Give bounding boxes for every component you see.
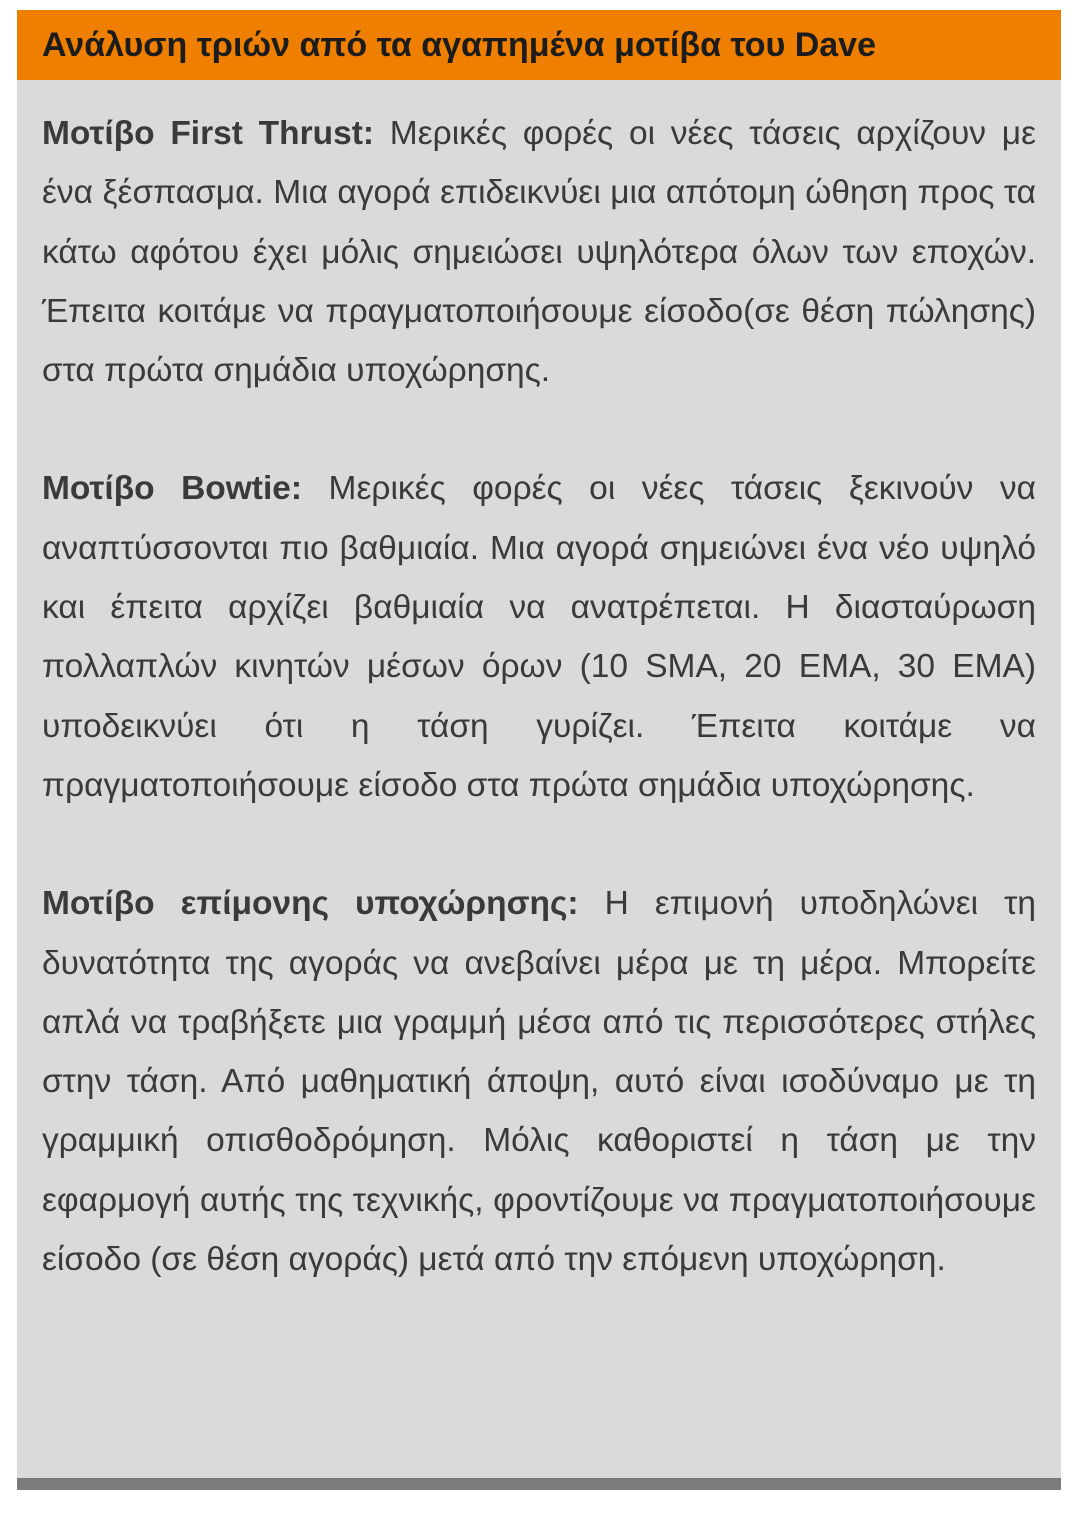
- section-first-thrust-lead: Μοτίβο First Thrust:: [42, 115, 375, 152]
- section-bowtie: [42, 459, 1036, 815]
- box-content: [17, 80, 1061, 1289]
- section-persistent-pullback-text: Η επιμονή υποδηλώνει τη δυνατότητα της αγοράς να ανεβαίνει μέρα με τη μέρα. Μπορείτε απλά να τραβήξετε μια γραμμή μέσα από τις περισσότερες στήλες στην τάση. Από μαθηματική άποψη, αυτό είναι ισοδύναμο με τη γραμμική οπισθοδρόμηση. Μόλις καθοριστεί η τάση με την εφαρμογή αυτής της τεχνικής, φροντίζουμε να πραγματοποιήσουμε είσοδο (σε θέση αγοράς) μετά από την επόμενη υποχώρηση.: [42, 885, 1036, 1279]
- box-header: [17, 10, 1061, 80]
- section-bowtie-text: Μερικές φορές οι νέες τάσεις ξεκινούν να αναπτύσσονται πιο βαθμιαία. Μια αγορά σημειώνει ένα νέο υψηλό και έπειτα αρχίζει βαθμιαία να ανατρέπεται. Η διασταύρωση πολλαπλών κινητών μέσων όρων (10 SMA, 20 EMA, 30 EMA) υποδεικνύει ότι η τάση γυρίζει. Έπειτα κοιτάμε να πραγματοποιήσουμε είσοδο στα πρώτα σημάδια υποχώρησης.: [42, 470, 1036, 804]
- box-title: Ανάλυση τριών από τα αγαπημένα μοτίβα του Dave: [42, 25, 876, 64]
- section-first-thrust-text: Μερικές φορές οι νέες τάσεις αρχίζουν με ένα ξέσπασμα. Μια αγορά επιδεικνύει μια απότομη ώθηση προς τα κάτω αφότου έχει μόλις σημειώσει υψηλότερα όλων των εποχών. Έπειτα κοιτάμε να πραγματοποιήσουμε είσοδο(σε θέση πώλησης) στα πρώτα σημάδια υποχώρησης.: [42, 115, 1037, 390]
- section-persistent-pullback: [42, 874, 1036, 1289]
- info-box: [17, 10, 1061, 1490]
- section-persistent-pullback-lead: Μοτίβο επίμονης υποχώρησης:: [42, 885, 579, 923]
- section-first-thrust: [42, 104, 1036, 400]
- section-bowtie-lead: Μοτίβο Bowtie:: [42, 470, 303, 508]
- box-footer-bar: [17, 1478, 1061, 1490]
